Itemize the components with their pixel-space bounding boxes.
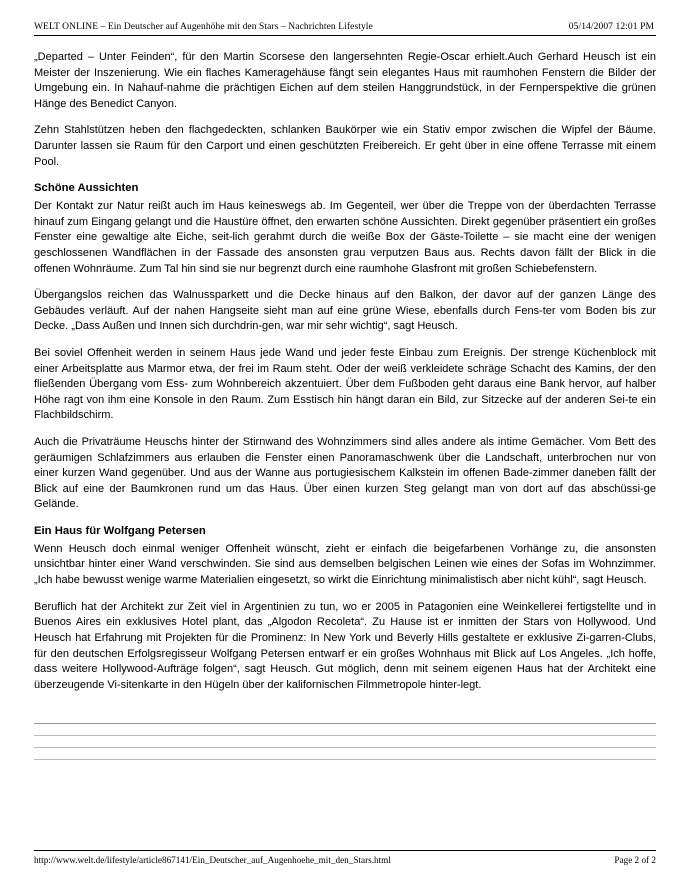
article-paragraph: Zehn Stahlstützen heben den flachgedeckten, schlanken Baukörper wie ein Stativ empor zwischen die Wipfel der Bäume. Darunter lassen sie Raum für den Carport und einen geschützten Freibereich. Er geht über in eine offene Terrasse mit einem Pool. (34, 124, 656, 168)
article-paragraph: Bei soviel Offenheit werden in seinem Haus jede Wand und jeder feste Einbau zum Ereignis. Der strenge Küchenblock mit einer Arbeitsplatte aus Marmor etwa, der frei im Raum steht. Oder der weiß verkleidete schräge Schacht des Kamins, der den fließenden Übergang vom Ess- zum Wohnbereich akzentuiert. Über dem Fußboden geht daraus eine Bank hervor, auf halber Höhe ragt von ihm eine Konsole in den Raum. Zum Esstisch hin hängt daran ein Bild, zur Sitzecke auf der anderen Sei-te ein Flachbildschirm. (34, 346, 656, 422)
article-paragraph: Der Kontakt zur Natur reißt auch im Haus keineswegs ab. Im Gegenteil, wer über die Treppe von der überdachten Terrasse hinauf zum Eingang gelangt und die Haustüre öffnet, den erwarten schöne Aussichten. Direkt gegenüber präsentiert ein großes Fenster eine gewaltige alte Eiche, seit-lich gerahmt durch die weiße Box der Gäste-Toilette – sie macht eine der wenigen geschlossenen Wandflächen in der Fassade des ansonsten grau verputzen Baus aus. Rechts davon fällt der Blick in die offenen Wohnräume. Zum Tal hin sind sie nur begrenzt durch eine raumhohe Glasfront mit großen Schiebefenstern. (34, 200, 656, 275)
divider (34, 723, 656, 724)
article-paragraph: Übergangslos reichen das Walnussparkett und die Decke hinaus auf den Balkon, der davor auf der ganzen Länge des Gebäudes verläuft. Auf der nahen Hangseite sieht man auf eine grüne Wiese, ebenfalls durch Fens-ter vom Boden bis zur Decke. „Dass Außen und Innen sich durchdrin-gen, war mir sehr wichtig“, sagt Heusch. (34, 289, 656, 333)
article-body (34, 36, 656, 693)
page-footer (34, 850, 656, 865)
page-number: Page 2 of 2 (614, 855, 656, 865)
article-paragraph: Beruflich hat der Architekt zur Zeit viel in Argentinien zu tun, wo er 2005 in Patagonien eine Weinkellerei fertigstellte und in Buenos Aires ein exklusives Hotel plant, das „Algodon Recoleta“. Zu Hause ist er inmitten der Stars von Hollywood. Und Heusch hat Erfahrung mit Projekten für die Prominenz: In New York und Beverly Hills gestaltete er exklusive Zi-garren-Clubs, für den deutschen Erfolgsregisseur Wolfgang Petersen entwarf er ein großes Wohnhaus mit Blick auf Los Angeles. „Ich hoffe, dass weitere Hollywood-Aufträge folgen“, sagt Heusch. Gut möglich, denn mit seinem eigenen Haus hat der Architekt eine überzeugende Vi-sitenkarte in den Hügeln über der kalifornischen Filmmetropole hinter-legt. (34, 600, 656, 691)
article-paragraph: Wenn Heusch doch einmal weniger Offenheit wünscht, zieht er einfach die beigefarbenen Vorhänge zu, die ansonsten unsichtbar hinter einer Wand verschwinden. Sie sind aus demselben belgischen Leinen wie eines der Sofas im Wohnzimmer. „Ich habe bewusst wenige warme Materialien eingesetzt, so wirkt die Einrichtung minimalistisch aber nicht kühl“, sagt Heusch. (34, 542, 656, 587)
article-paragraph: Auch die Privaträume Heuschs hinter der Stirnwand des Wohnzimmers sind alles andere als intime Gemächer. Vom Bett des geräumigen Schlafzimmers aus erlauben die Fenster einen Panoramaschwenk über die Landschaft, unterbrochen nur von einer kurzen Wand gegenüber. Und aus der Wanne aus portugiesischem Kalkstein im offenen Bade-zimmer daneben fällt der Blick auf eine der Baumkronen rund um das Haus. Über einen kurzen Steg gelangt man von dort auf das abschüssi-ge Gelände. (34, 436, 656, 511)
article-heading: Schöne Aussichten (34, 182, 139, 195)
divider (34, 747, 656, 748)
divider (34, 735, 656, 736)
header-title: WELT ONLINE – Ein Deutscher auf Augenhöhe mit den Stars – Nachrichten Lifestyle (34, 22, 373, 32)
page-header (34, 0, 656, 36)
article-heading: Ein Haus für Wolfgang Petersen (34, 525, 206, 538)
article-paragraph: „Departed – Unter Feinden“, für den Martin Scorsese den langersehnten Regie-Oscar erhielt.Auch Gerhard Heusch ist ein Meister der Inszenierung. Wie ein flaches Kameragehäuse fängt sein elegantes Haus mit raumhohen Fenstern die Bilder der Umgebung ein. In Nahauf-nahme die prächtigen Eichen auf dem steilen Hanggrundstück, in der Fernperspektive die grünen Hänge des Benedict Canyon. (34, 51, 656, 110)
divider (34, 759, 656, 760)
separator-rules (34, 723, 656, 760)
source-url-link[interactable]: http://www.welt.de/lifestyle/article867141/Ein_Deutscher_auf_Augenhoehe_mit_den_Stars.html (34, 855, 391, 865)
header-date: 05/14/2007 12:01 PM (568, 22, 654, 32)
